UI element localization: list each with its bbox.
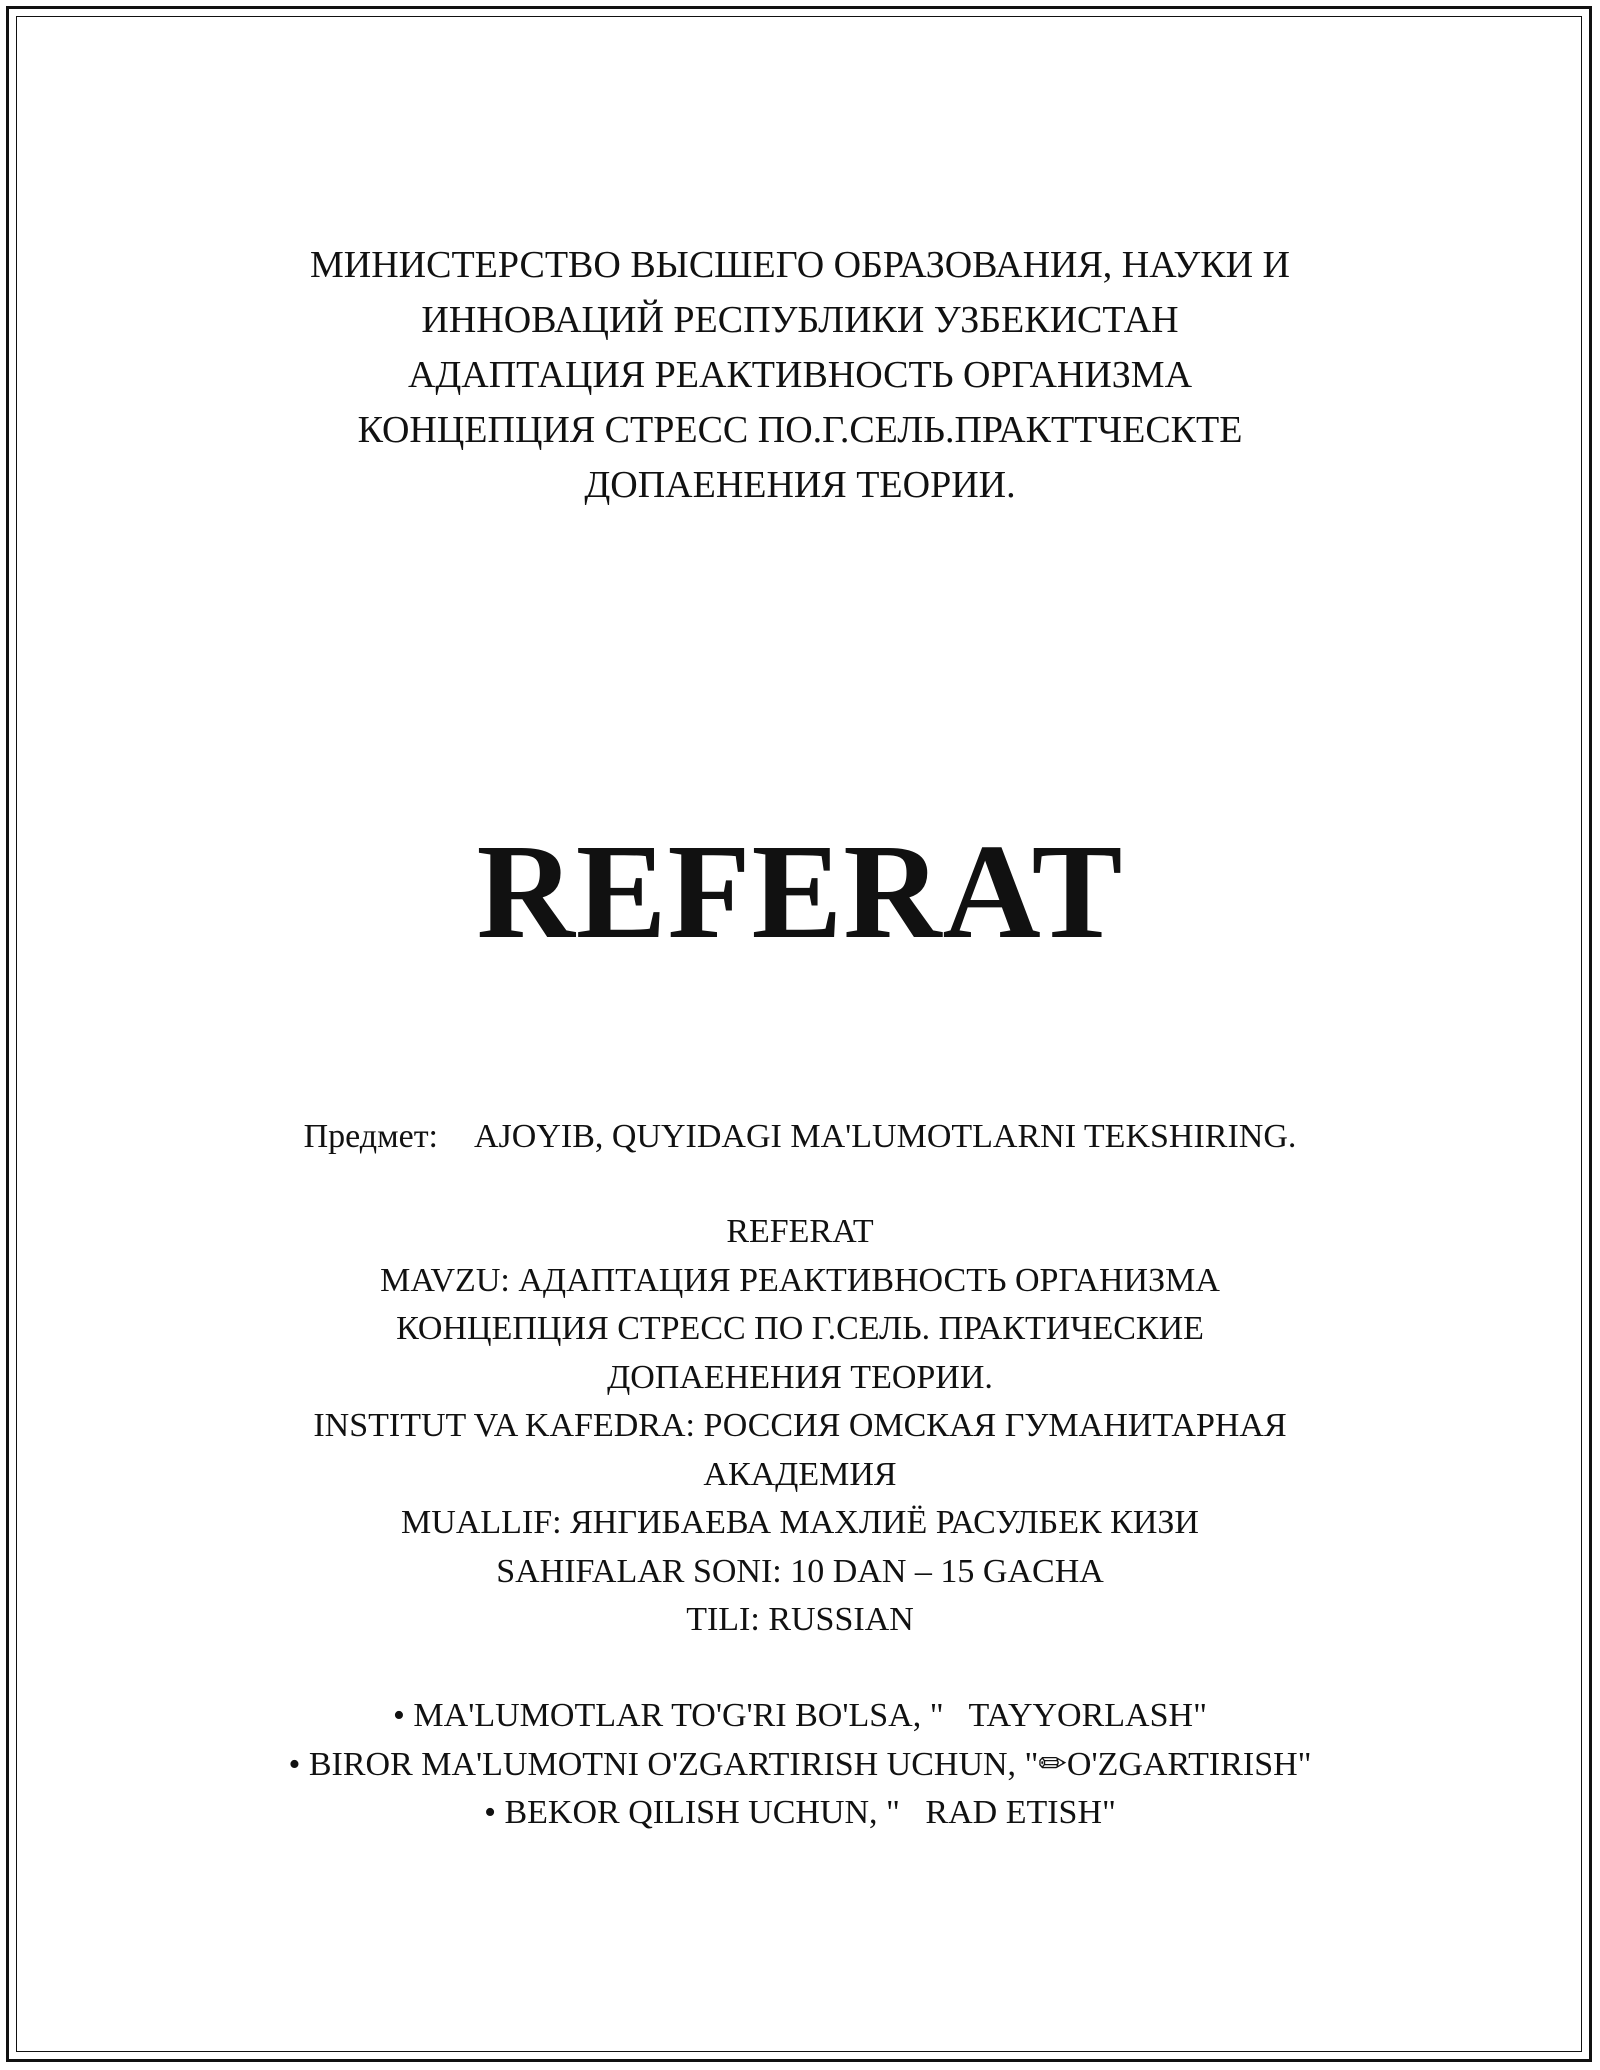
details-line: TILI: RUSSIAN [686, 1601, 914, 1638]
header-line: КОНЦЕПЦИЯ СТРЕСС ПО.Г.СЕЛЬ.ПРАКТТЧЕСКТЕ [357, 409, 1243, 451]
details-line: INSTITUT VA KAFEDRA: РОССИЯ ОМСКАЯ ГУМАНИТАРНАЯ [313, 1407, 1287, 1444]
instructions-list [0, 1692, 1600, 1838]
header-line: ДОПАЕНЕНИЯ ТЕОРИИ. [584, 464, 1016, 506]
ministry-header [0, 238, 1600, 513]
details-line: КОНЦЕПЦИЯ СТРЕСС ПО Г.СЕЛЬ. ПРАКТИЧЕСКИЕ [396, 1310, 1204, 1347]
header-line: АДАПТАЦИЯ РЕАКТИВНОСТЬ ОРГАНИЗМА [407, 354, 1193, 396]
details-block [0, 1208, 1600, 1645]
subject-row [0, 1113, 1600, 1161]
details-line: АКАДЕМИЯ [703, 1455, 897, 1493]
details-line: SAHIFALAR SONI: 10 DAN – 15 GACHA [496, 1552, 1104, 1590]
details-line: MAVZU: АДАПТАЦИЯ РЕАКТИВНОСТЬ ОРГАНИЗМА [380, 1261, 1220, 1299]
subject-label: Предмет: [303, 1118, 438, 1155]
header-line: МИНИСТЕРСТВО ВЫСШЕГО ОБРАЗОВАНИЯ, НАУКИ И [310, 244, 1290, 286]
details-line: ДОПАЕНЕНИЯ ТЕОРИИ. [607, 1358, 993, 1396]
subject-value: AJOYIB, QUYIDAGI MA'LUMOTLARNI TEKSHIRING. [474, 1118, 1297, 1155]
instruction-item: • MA'LUMOTLAR TO'G'RI BO'LSA, " TAYYORLASH" [393, 1697, 1207, 1734]
details-line: MUALLIF: ЯНГИБАЕВА МАХЛИЁ РАСУЛБЕК КИЗИ [401, 1504, 1199, 1541]
document-title: REFERAT [476, 817, 1124, 967]
instruction-item: • BIROR MA'LUMOTNI O'ZGARTIRISH UCHUN, "✏O'ZGARTIRISH" [288, 1745, 1312, 1783]
details-line: REFERAT [726, 1213, 874, 1250]
instruction-item: • BEKOR QILISH UCHUN, " RAD ETISH" [484, 1794, 1116, 1831]
header-line: ИННОВАЦИЙ РЕСПУБЛИКИ УЗБЕКИСТАН [421, 299, 1179, 341]
